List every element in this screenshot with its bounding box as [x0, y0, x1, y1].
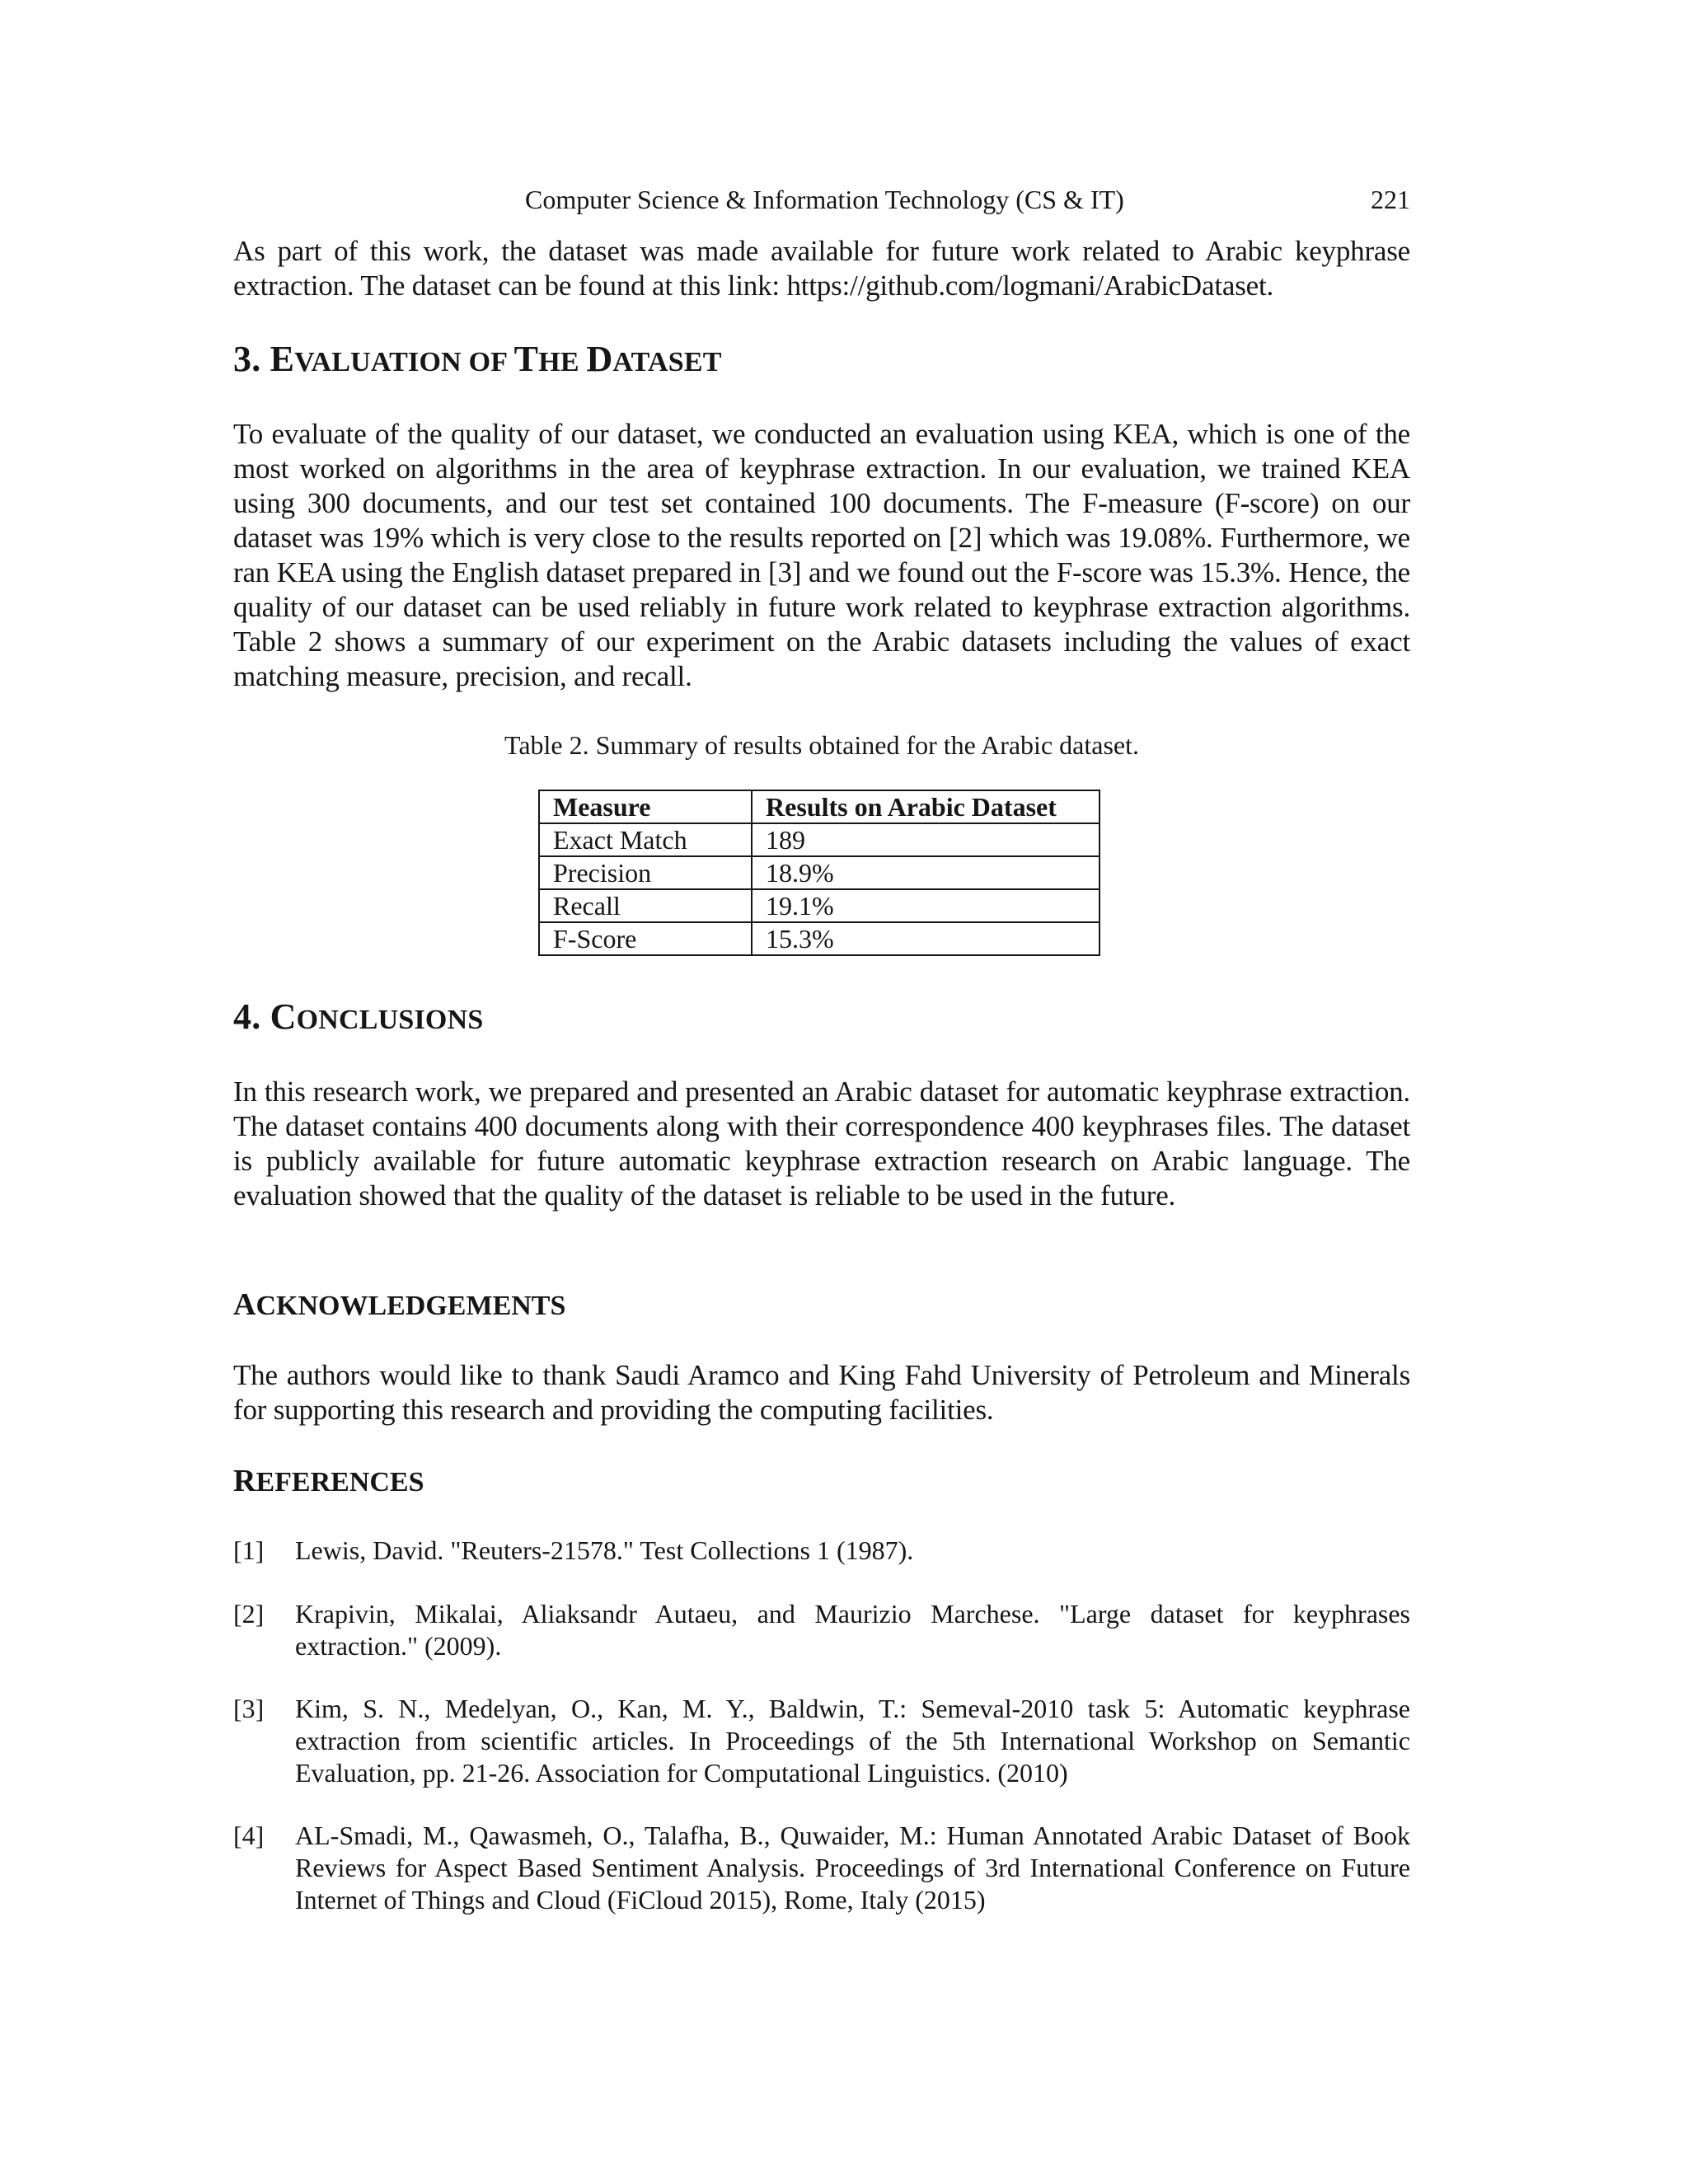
reference-text: AL-Smadi, M., Qawasmeh, O., Talafha, B., Quwaider, M.: Human Annotated Arabic Dataset of Book Reviews for Aspect Based Sentiment Analysis. Proceedings of 3rd International Conference on Future Internet of Things and Cloud (FiCloud 2015), Rome, Italy (2015) [295, 1821, 1410, 1915]
section-3-heading: 3. EVALUATION OF THE DATASET [233, 339, 722, 379]
reference-text: Kim, S. N., Medelyan, O., Kan, M. Y., Baldwin, T.: Semeval-2010 task 5: Automatic keyphrase extraction from scientific articles. In Proceedings of the 5th International Workshop on Semantic Evaluation, pp. 21-26. Association for Computational Linguistics. (2010) [295, 1694, 1410, 1788]
table-cell: Exact Match [539, 823, 752, 856]
table-header-results: Results on Arabic Dataset [752, 790, 1100, 823]
reference-number: [3] [233, 1694, 265, 1723]
journal-title: Computer Science & Information Technology (CS & IT) [525, 185, 1124, 214]
reference-number: [1] [233, 1535, 265, 1565]
page-number: 221 [1371, 185, 1410, 214]
reference-number: [2] [233, 1599, 265, 1629]
reference-text: Lewis, David. "Reuters-21578." Test Collections 1 (1987). [295, 1535, 914, 1565]
table-cell: 189 [752, 823, 1100, 856]
table-cell: 15.3% [752, 922, 1100, 955]
section-3-number: 3. [233, 339, 261, 379]
table-row [539, 889, 1100, 922]
reference-item [233, 1693, 1410, 1789]
reference-text: Krapivin, Mikalai, Aliaksandr Autaeu, and Maurizio Marchese. "Large dataset for keyphrases extraction." (2009). [295, 1599, 1410, 1661]
table-2-caption: Table 2. Summary of results obtained for the Arabic dataset. [504, 730, 1139, 760]
table-cell: 19.1% [752, 889, 1100, 922]
section-3-paragraph: To evaluate of the quality of our dataset, we conducted an evaluation using KEA, which is one of the most worked on algorithms in the area of keyphrase extraction. In our evaluation, we trained KEA using 300 documents, and our test set contained 100 documents. The F-measure (F-score) on our dataset was 19% which is very close to the results reported on [2] which was 19.08%. Furthermore, we ran KEA using the English dataset prepared in [3] and we found out the F-score was 15.3%. Hence, the quality of our dataset can be used reliably in future work related to keyphrase extraction algorithms. Table 2 shows a summary of our experiment on the Arabic datasets including the values of exact matching measure, precision, and recall. [233, 418, 1410, 692]
reference-item [233, 1820, 1410, 1916]
acknowledgements-heading: ACKNOWLEDGEMENTS [233, 1287, 566, 1322]
section-4-number: 4. [233, 996, 261, 1037]
reference-number: [4] [233, 1821, 265, 1850]
table-header-measure: Measure [539, 790, 752, 823]
table-cell: 18.9% [752, 856, 1100, 889]
table-header-row [539, 790, 1100, 823]
table-row [539, 856, 1100, 889]
intro-paragraph: As part of this work, the dataset was made available for future work related to Arabic keyphrase extraction. The dataset can be found at this link: https://github.com/logmani/ArabicDataset. [233, 235, 1410, 302]
section-4-heading: 4. CONCLUSIONS [233, 996, 484, 1037]
table-cell: Precision [539, 856, 752, 889]
reference-item [233, 1535, 1410, 1567]
table-row [539, 823, 1100, 856]
table-cell: Recall [539, 889, 752, 922]
results-table [538, 790, 1100, 956]
reference-item [233, 1598, 1410, 1662]
references-heading: REFERENCES [233, 1464, 424, 1498]
section-4-paragraph: In this research work, we prepared and presented an Arabic dataset for automatic keyphrase extraction. The dataset contains 400 documents along with their correspondence 400 keyphrases files. The dataset is publicly available for future automatic keyphrase extraction research on Arabic language. The evaluation showed that the quality of the dataset is reliable to be used in the future. [233, 1076, 1410, 1212]
table-cell: F-Score [539, 922, 752, 955]
table-row [539, 922, 1100, 955]
acknowledgements-paragraph: The authors would like to thank Saudi Aramco and King Fahd University of Petroleum and Minerals for supporting this research and providing the computing facilities. [233, 1359, 1410, 1426]
